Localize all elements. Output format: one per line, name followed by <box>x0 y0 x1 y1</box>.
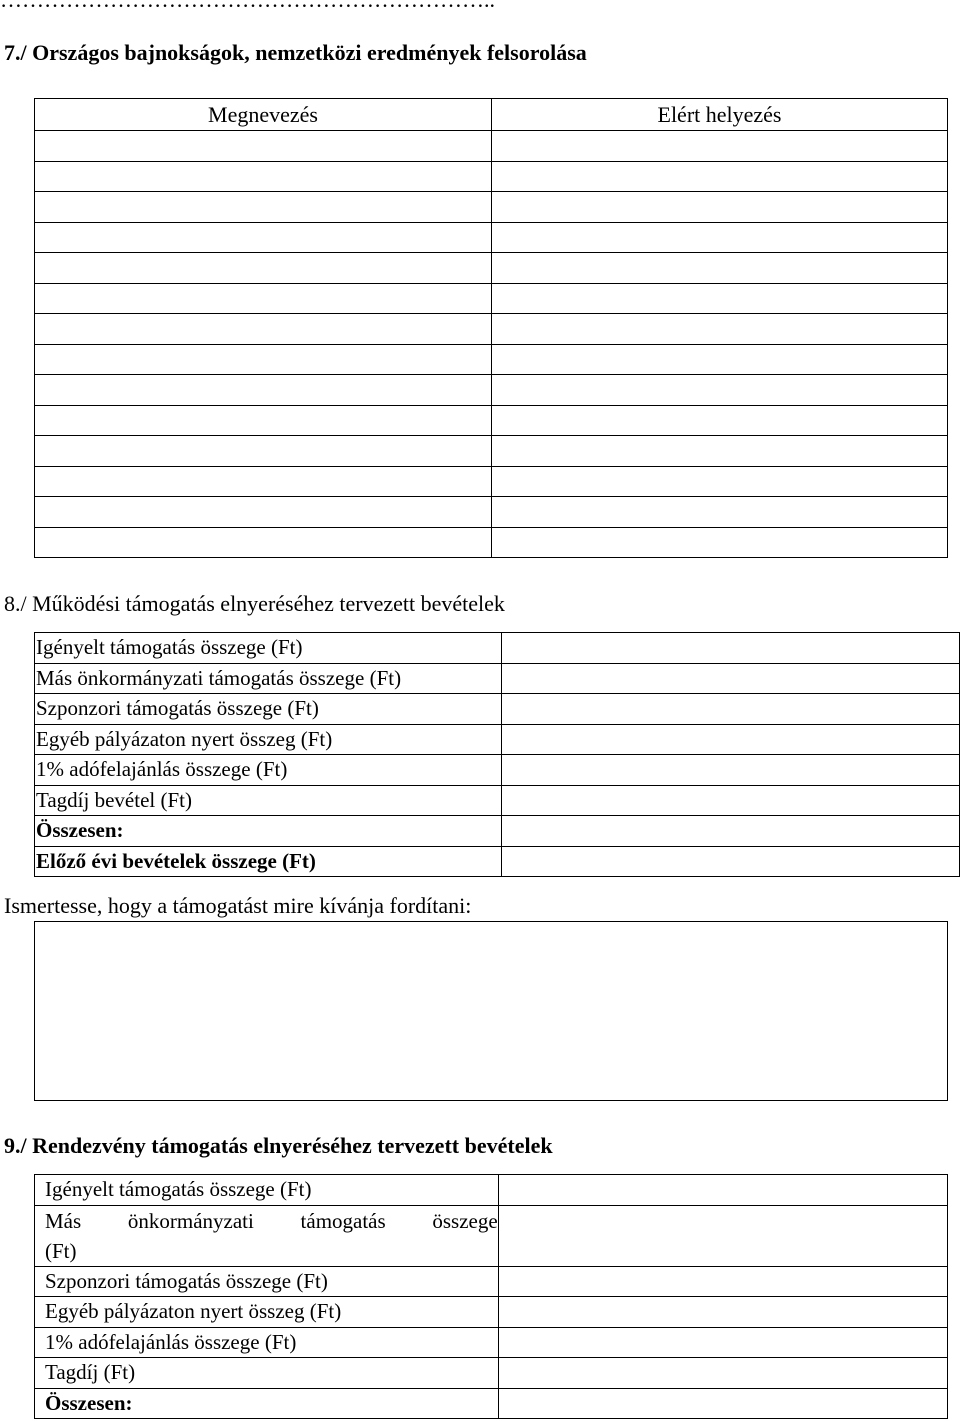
table-row <box>35 161 948 192</box>
row-label-line-1: Más önkormányzati támogatás összege <box>45 1208 498 1233</box>
table-row <box>35 1358 948 1389</box>
table-row <box>35 253 948 284</box>
placement-cell[interactable] <box>492 253 948 284</box>
row-label: Más önkormányzati támogatás összege (Ft) <box>35 663 502 694</box>
value-cell[interactable] <box>498 1358 947 1389</box>
table-row <box>35 527 948 558</box>
name-cell[interactable] <box>35 405 492 436</box>
placement-cell[interactable] <box>492 405 948 436</box>
placement-cell[interactable] <box>492 466 948 497</box>
total-label: Összesen: <box>35 1388 499 1419</box>
section-8-title-text: 8./ Működési támogatás elnyeréséhez tervezett bevételek <box>4 591 505 616</box>
placement-cell[interactable] <box>492 375 948 406</box>
table-row <box>35 1297 948 1328</box>
placement-cell[interactable] <box>492 344 948 375</box>
value-cell[interactable] <box>501 724 959 755</box>
results-table-header <box>35 99 948 131</box>
total-value-cell[interactable] <box>501 816 959 847</box>
usage-answer-box[interactable] <box>34 921 948 1101</box>
name-cell[interactable] <box>35 192 492 223</box>
name-cell[interactable] <box>35 466 492 497</box>
value-cell[interactable] <box>498 1205 947 1266</box>
name-cell[interactable] <box>35 253 492 284</box>
section-7-title: 7./ Országos bajnokságok, nemzetközi eredmények felsorolása <box>4 40 587 65</box>
name-cell[interactable] <box>35 436 492 467</box>
table-row <box>35 375 948 406</box>
row-label: Egyéb pályázaton nyert összeg (Ft) <box>35 724 502 755</box>
table-row <box>35 405 948 436</box>
placement-cell[interactable] <box>492 131 948 162</box>
placement-cell[interactable] <box>492 192 948 223</box>
results-table <box>34 98 948 558</box>
value-cell[interactable] <box>498 1266 947 1297</box>
row-label: Tagdíj bevétel (Ft) <box>35 785 502 816</box>
value-cell[interactable] <box>501 633 959 664</box>
value-cell[interactable] <box>501 663 959 694</box>
table-row <box>35 1266 948 1297</box>
operating-income-table <box>34 632 960 877</box>
total-label: Összesen: <box>35 816 502 847</box>
name-cell[interactable] <box>35 497 492 528</box>
table-row <box>35 694 960 725</box>
table-row <box>35 816 960 847</box>
table-row <box>35 131 948 162</box>
name-cell[interactable] <box>35 375 492 406</box>
row-label-line-2: (Ft) <box>45 1238 77 1263</box>
table-row <box>35 663 960 694</box>
table-row <box>35 314 948 345</box>
name-cell[interactable] <box>35 161 492 192</box>
column-header-placement: Elért helyezés <box>492 99 948 131</box>
value-cell[interactable] <box>498 1297 947 1328</box>
table-row <box>35 1175 948 1206</box>
table-row <box>35 222 948 253</box>
section-8-title <box>4 591 505 617</box>
usage-question: Ismertesse, hogy a támogatást mire kívánja fordítani: <box>4 893 472 918</box>
placement-cell[interactable] <box>492 314 948 345</box>
row-label: Igényelt támogatás összege (Ft) <box>35 1175 499 1206</box>
table-row <box>35 724 960 755</box>
table-row <box>35 1327 948 1358</box>
name-cell[interactable] <box>35 131 492 162</box>
placement-cell[interactable] <box>492 161 948 192</box>
section-9-title: 9./ Rendezvény támogatás elnyeréséhez tervezett bevételek <box>4 1133 553 1158</box>
placement-cell[interactable] <box>492 527 948 558</box>
placement-cell[interactable] <box>492 497 948 528</box>
row-label: 1% adófelajánlás összege (Ft) <box>35 755 502 786</box>
table-row <box>35 755 960 786</box>
table-row <box>35 466 948 497</box>
placement-cell[interactable] <box>492 436 948 467</box>
row-label: Tagdíj (Ft) <box>35 1358 499 1389</box>
total-value-cell[interactable] <box>498 1388 947 1419</box>
table-row <box>35 1205 948 1266</box>
table-row <box>35 785 960 816</box>
table-row <box>35 344 948 375</box>
table-row <box>35 283 948 314</box>
name-cell[interactable] <box>35 527 492 558</box>
placement-cell[interactable] <box>492 283 948 314</box>
placement-cell[interactable] <box>492 222 948 253</box>
value-cell[interactable] <box>498 1327 947 1358</box>
table-row <box>35 1388 948 1419</box>
value-cell[interactable] <box>501 785 959 816</box>
event-income-table <box>34 1174 948 1419</box>
row-label: 1% adófelajánlás összege (Ft) <box>35 1327 499 1358</box>
value-cell[interactable] <box>498 1175 947 1206</box>
name-cell[interactable] <box>35 314 492 345</box>
value-cell[interactable] <box>501 755 959 786</box>
name-cell[interactable] <box>35 222 492 253</box>
previous-year-value-cell[interactable] <box>501 846 959 877</box>
table-row <box>35 192 948 223</box>
row-label: Szponzori támogatás összege (Ft) <box>35 1266 499 1297</box>
column-header-name: Megnevezés <box>35 99 492 131</box>
previous-year-label: Előző évi bevételek összege (Ft) <box>35 846 502 877</box>
table-row <box>35 436 948 467</box>
row-label-multiline <box>35 1205 499 1266</box>
row-label: Szponzori támogatás összege (Ft) <box>35 694 502 725</box>
table-row <box>35 846 960 877</box>
table-row <box>35 633 960 664</box>
value-cell[interactable] <box>501 694 959 725</box>
top-dotted-line <box>0 0 495 13</box>
row-label: Egyéb pályázaton nyert összeg (Ft) <box>35 1297 499 1328</box>
name-cell[interactable] <box>35 344 492 375</box>
name-cell[interactable] <box>35 283 492 314</box>
row-label: Igényelt támogatás összege (Ft) <box>35 633 502 664</box>
table-row <box>35 497 948 528</box>
